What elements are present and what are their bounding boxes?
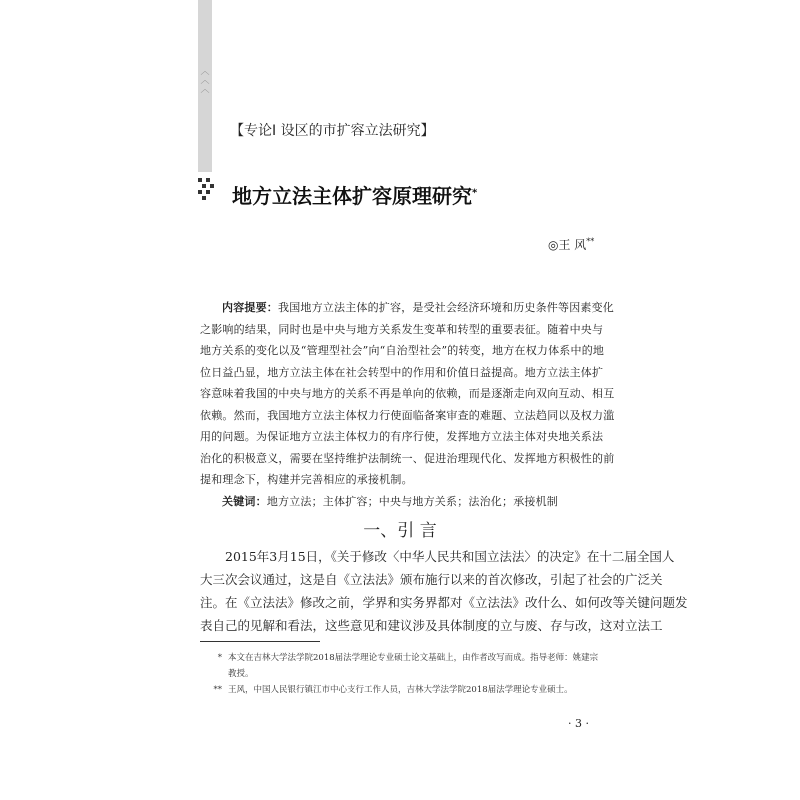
chevron-up-icon: ︿ ︿ ︿: [200, 67, 210, 95]
body-paragraph: [200, 545, 688, 637]
footnote-mark: *: [217, 653, 222, 663]
body-line: 注。在《立法法》修改之前，学界和实务界都对《立法法》改什么、如何改等关键问题发: [200, 595, 688, 610]
title-footnote-mark: *: [472, 187, 478, 199]
body-line: 大三次会议通过，这是自《立法法》颁布施行以来的首次修改，引起了社会的广泛关: [200, 572, 663, 587]
section-heading: 一、引 言: [363, 521, 437, 541]
body-line: 2015年3月15日，《关于修改〈中华人民共和国立法法〉的决定》在十二届全国人: [225, 549, 675, 564]
abstract-line: 之影响的结果，同时也是中央与地方关系发生变革和转型的重要表征。随着中央与: [200, 322, 604, 336]
abstract-line: 治化的积极意义，需要在坚持维护法制统一、促进治理现代化、发挥地方积极性的前: [200, 451, 615, 465]
footnote-divider: [200, 641, 320, 642]
abstract-line: 容意味着我国的中央与地方的关系不再是单向的依赖，而是逐渐走向双向互动、相互: [200, 387, 615, 400]
keywords-label: 关键词：: [222, 494, 267, 508]
footnote-2: [200, 682, 608, 698]
footnotes: [200, 650, 608, 698]
keywords-line: [200, 491, 608, 513]
section-label: 【专论Ⅰ 设区的市扩容立法研究】: [230, 123, 435, 139]
title-text: 地方立法主体扩容原理研究: [232, 184, 472, 208]
abstract-line: 位日益凸显，地方立法主体在社会转型中的作用和价值日益提高。地方立法主体扩: [200, 365, 604, 379]
page-number: · 3 ·: [568, 717, 589, 730]
footnote-text: 教授。: [228, 669, 254, 679]
footnote-1: [200, 650, 608, 666]
abstract: [200, 297, 615, 512]
author-name: ◎王 风: [548, 238, 587, 252]
footnote-text: 本文在吉林大学法学院2018届法学理论专业硕士论文基础上，由作者改写而成。指导老师：姚建宗: [228, 653, 599, 663]
article-title: [232, 180, 477, 209]
abstract-line: 依赖。然而，我国地方立法主体权力行使面临备案审查的难题、立法趋同以及权力滥: [200, 408, 615, 422]
author-line: [548, 236, 594, 253]
abstract-label: 内容提要：: [222, 301, 278, 314]
footnote-1-continued: [200, 666, 608, 682]
keywords-text: 地方立法；主体扩容；中央与地方关系；法治化；承接机制: [266, 494, 559, 508]
abstract-line: 用的问题。为保证地方立法主体权力的有序行使，发挥地方立法主体对央地关系法: [200, 430, 604, 443]
abstract-text: 我国地方立法主体的扩容，是受社会经济环境和历史条件等因素变化: [278, 301, 614, 314]
author-footnote-mark: **: [586, 237, 595, 246]
abstract-line: 地方关系的变化以及“管理型社会”向“自治型社会”的转变，地方在权力体系中的地: [200, 344, 605, 357]
footnote-mark: **: [213, 685, 222, 695]
body-line: 表自己的见解和看法，这些意见和建议涉及具体制度的立与废、存与改，这对立法工: [200, 618, 663, 633]
abstract-line: 提和理念下，构建并完善相应的承接机制。: [200, 473, 413, 486]
footnote-text: 王风，中国人民银行镇江市中心支行工作人员，吉林大学法学院2018届法学理论专业硕士。: [228, 685, 573, 695]
abstract-line: [200, 297, 614, 319]
